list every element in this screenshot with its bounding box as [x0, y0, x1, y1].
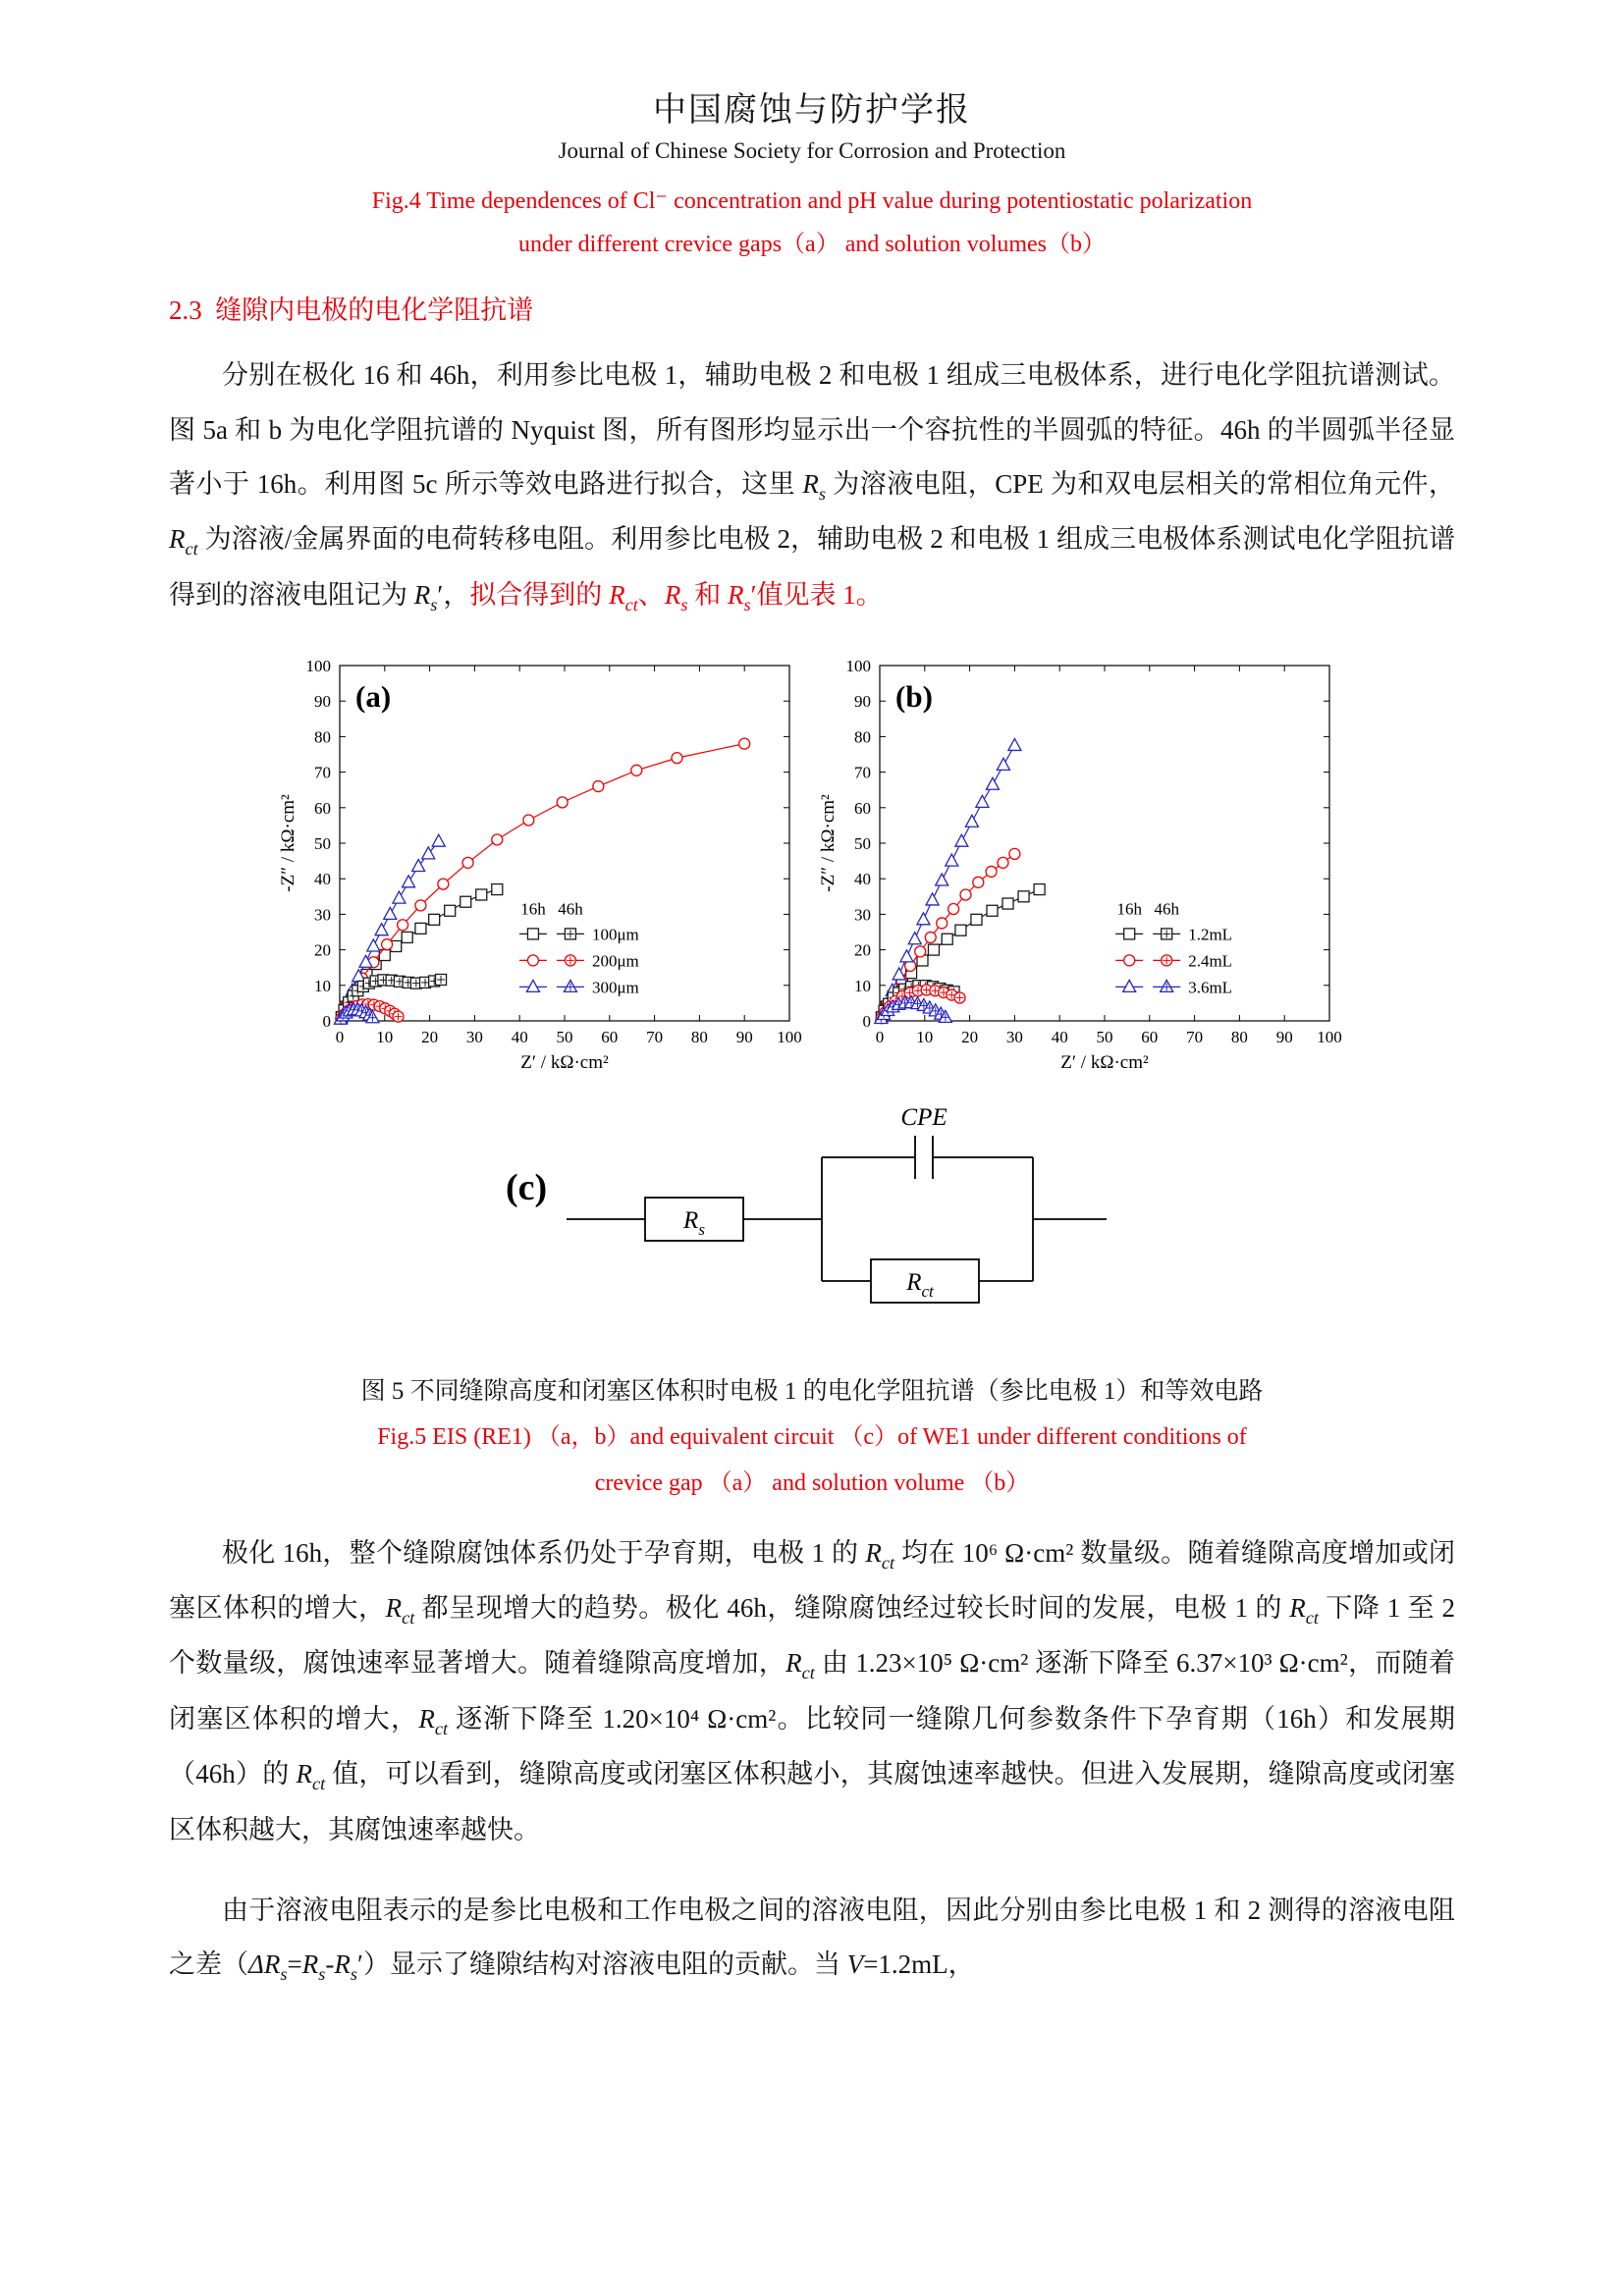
svg-text:46h: 46h	[1154, 899, 1179, 919]
svg-text:300μm: 300μm	[591, 978, 639, 997]
svg-text:30: 30	[314, 905, 331, 925]
svg-text:50: 50	[556, 1028, 573, 1047]
svg-text:-Z″ / kΩ·cm²: -Z″ / kΩ·cm²	[278, 794, 298, 892]
circuit-wires	[567, 1136, 1107, 1303]
svg-text:1.2mL: 1.2mL	[1188, 925, 1233, 944]
nyquist-plot-b	[817, 650, 1347, 1074]
svg-text:(b): (b)	[895, 679, 933, 715]
svg-text:30: 30	[854, 905, 871, 925]
svg-text:40: 40	[854, 870, 871, 889]
svg-text:90: 90	[735, 1028, 753, 1047]
svg-text:70: 70	[854, 763, 871, 782]
svg-text:3.6mL: 3.6mL	[1188, 978, 1233, 997]
svg-text:80: 80	[690, 1028, 708, 1047]
svg-text:30: 30	[465, 1028, 483, 1047]
svg-text:20: 20	[421, 1028, 439, 1047]
svg-text:70: 70	[1186, 1028, 1204, 1047]
cpe-label: CPE	[900, 1104, 947, 1132]
svg-text:(a): (a)	[355, 679, 392, 715]
svg-text:0: 0	[322, 1012, 331, 1032]
svg-text:20: 20	[854, 940, 871, 960]
svg-text:20: 20	[961, 1028, 979, 1047]
rs-label: $R_s$	[683, 1207, 705, 1240]
journal-title-cn: 中国腐蚀与防护学报	[653, 92, 971, 129]
svg-text:10: 10	[854, 976, 871, 995]
svg-text:Z′ / kΩ·cm²: Z′ / kΩ·cm²	[520, 1052, 609, 1074]
svg-text:40: 40	[314, 870, 331, 889]
section-title: 缝隙内电极的电化学阻抗谱	[215, 294, 534, 325]
svg-text:100: 100	[777, 1028, 802, 1047]
svg-text:60: 60	[1141, 1028, 1159, 1047]
figure4-caption	[169, 180, 1455, 267]
svg-text:0: 0	[335, 1028, 345, 1047]
svg-text:100: 100	[305, 657, 331, 676]
paragraph-eis-intro: 分别在极化 16 和 46h，利用参比电极 1，辅助电极 2 和电极 1 组成三电极体系，进行电化学阻抗谱测试。图 5a 和 b 为电化学阻抗谱的 Nyquist 图，所有图形均显示出一个容抗性的半圆弧的特征。46h 的半圆弧半径显著小于 16h。利用图 5c 所示等效电路进行拟合，这里 $R_s$ 为溶液电阻，CPE 为和双电层相关的常相位角元件，$R_{ct}$ 为溶液/金属界面的电荷转移电阻。利用参比电极 2，辅助电极 2 和电极 1 组成三电极体系测试电化学阻抗谱得到的溶液电阻记为 $R_s'$，拟合得到的 $R_{ct}$、$R_s$ 和 $R_s'$值见表 1。	[169, 360, 1455, 614]
svg-text:80: 80	[314, 727, 331, 747]
svg-text:80: 80	[854, 727, 871, 747]
svg-text:Z′ / kΩ·cm²: Z′ / kΩ·cm²	[1060, 1052, 1149, 1074]
svg-text:20: 20	[314, 940, 331, 960]
svg-text:40: 40	[1051, 1028, 1068, 1047]
svg-text:200μm: 200μm	[591, 951, 639, 971]
svg-text:90: 90	[854, 692, 871, 712]
section-heading-2-3	[169, 289, 1455, 327]
svg-text:90: 90	[1275, 1028, 1293, 1047]
svg-text:0: 0	[862, 1012, 871, 1032]
svg-text:60: 60	[854, 798, 871, 818]
svg-text:50: 50	[854, 834, 871, 854]
svg-text:10: 10	[314, 976, 331, 995]
svg-text:0: 0	[875, 1028, 885, 1047]
panel-label-c: (c)	[506, 1167, 548, 1209]
svg-text:10: 10	[376, 1028, 394, 1047]
svg-text:100: 100	[845, 657, 871, 676]
equivalent-circuit-diagram	[498, 1103, 1126, 1334]
svg-text:60: 60	[314, 798, 331, 818]
svg-text:70: 70	[646, 1028, 664, 1047]
svg-text:10: 10	[916, 1028, 934, 1047]
svg-text:50: 50	[314, 834, 331, 854]
figure4-caption-line2: under different crevice gaps（a） and solution volumes（b）	[517, 232, 1107, 258]
figure5-caption-en-line1: Fig.5 EIS (RE1) （a，b）and equivalent circuit （c）of WE1 under different conditions of	[377, 1424, 1247, 1451]
nyquist-plot-a	[277, 650, 807, 1074]
svg-text:46h: 46h	[558, 899, 583, 919]
figure5-caption-en-line2: crevice gap （a） and solution volume （b）	[594, 1469, 1030, 1496]
svg-text:16h: 16h	[520, 899, 546, 919]
rct-label: $R_{ct}$	[906, 1269, 934, 1302]
svg-text:90: 90	[314, 692, 331, 712]
figure5-circuit	[169, 1103, 1455, 1334]
paragraph-rct-discussion: 极化 16h，整个缝隙腐蚀体系仍处于孕育期，电极 1 的 $R_{ct}$ 均在 10⁶ Ω·cm² 数量级。随着缝隙高度增加或闭塞区体积的增大，$R_{ct}$ 都呈现增大的趋势。极化 46h，缝隙腐蚀经过较长时间的发展，电极 1 的 $R_{ct}$ 下降 1 至 2 个数量级，腐蚀速率显著增大。随着缝隙高度增加，$R_{ct}$ 由 1.23×10⁵ Ω·cm² 逐渐下降至 6.37×10³ Ω·cm²，而随着闭塞区体积的增大，$R_{ct}$ 逐渐下降至 1.20×10⁴ Ω·cm²。比较同一缝隙几何参数条件下孕育期（16h）和发展期（46h）的 $R_{ct}$ 值，可以看到，缝隙高度或闭塞区体积越小，其腐蚀速率越快。但进入发展期，缝隙高度或闭塞区体积越大，其腐蚀速率越快。	[169, 1537, 1456, 1844]
svg-text:50: 50	[1096, 1028, 1113, 1047]
figure5-plots	[169, 650, 1455, 1074]
svg-text:40: 40	[511, 1028, 528, 1047]
svg-text:100: 100	[1317, 1028, 1342, 1047]
svg-text:-Z″ / kΩ·cm²: -Z″ / kΩ·cm²	[818, 794, 839, 892]
svg-text:60: 60	[601, 1028, 619, 1047]
svg-text:16h: 16h	[1116, 899, 1142, 919]
svg-text:30: 30	[1005, 1028, 1023, 1047]
section-number: 2.3	[169, 294, 202, 325]
paragraph-solution-resistance: 由于溶液电阻表示的是参比电极和工作电极之间的溶液电阻，因此分别由参比电极 1 和 2 测得的溶液电阻之差$(\Delta R_s=R_s-R_s')$显示了缝隙结构对溶液电阻的贡献。当 V=1.2mL，	[169, 1895, 1455, 1985]
svg-text:80: 80	[1230, 1028, 1248, 1047]
figure4-caption-line1: Fig.4 Time dependences of Cl⁻ concentration and pH value during potentiostatic polarization	[371, 188, 1253, 214]
svg-text:70: 70	[314, 763, 331, 782]
svg-text:100μm: 100μm	[591, 925, 639, 944]
figure5-caption-cn: 图 5 不同缝隙高度和闭塞区体积时电极 1 的电化学阻抗谱（参比电极 1）和等效电路	[360, 1378, 1264, 1406]
svg-text:2.4mL: 2.4mL	[1188, 951, 1233, 971]
figure5-caption-en	[169, 1415, 1455, 1507]
journal-title-en: Journal of Chinese Society for Corrosion and Protection	[558, 138, 1066, 163]
